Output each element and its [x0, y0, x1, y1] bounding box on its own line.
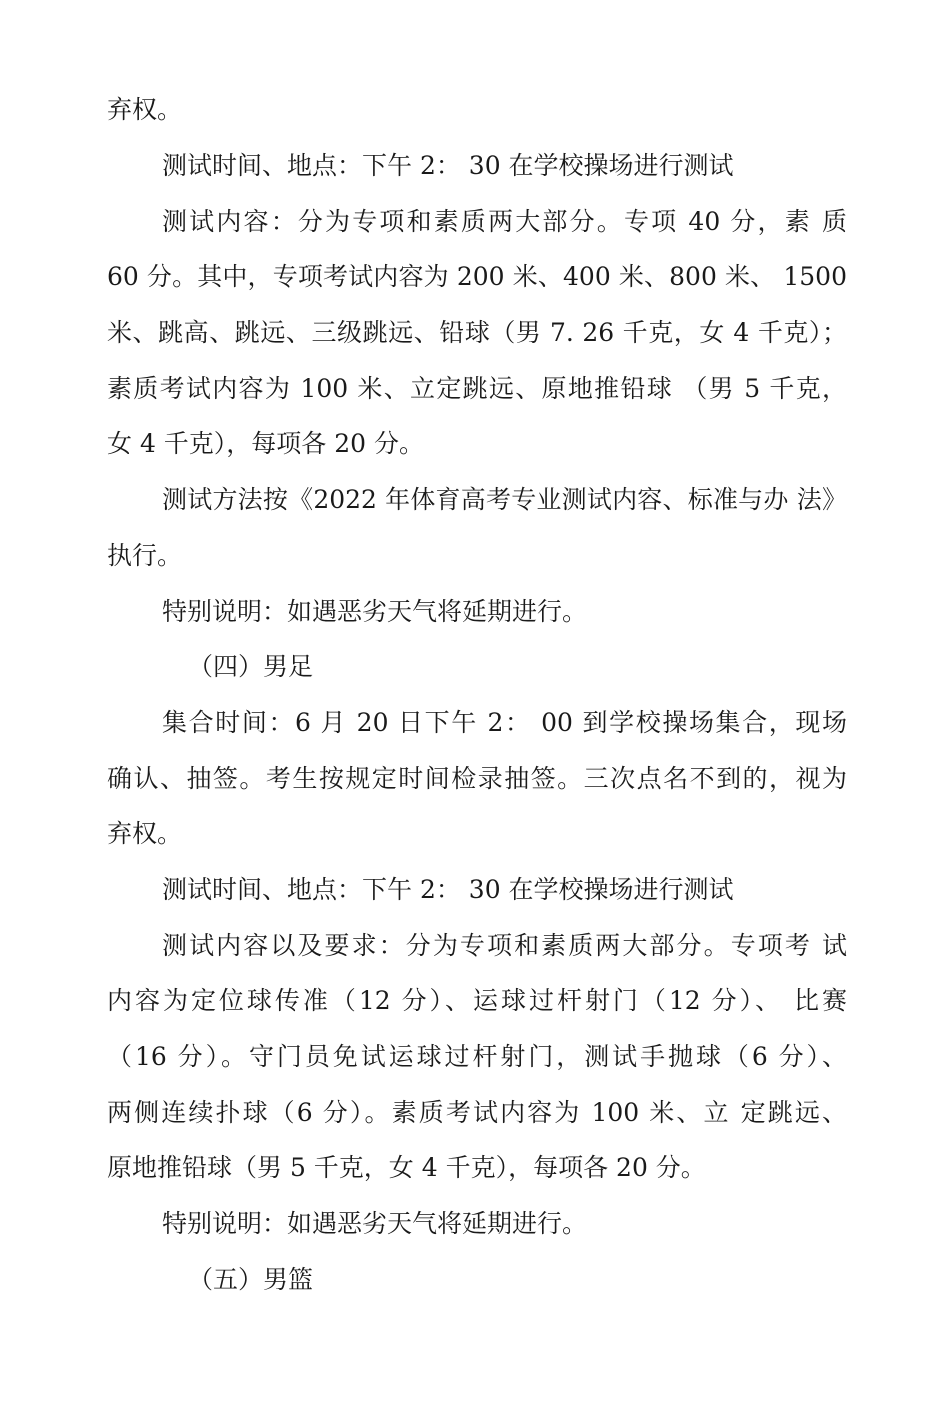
text-line: 弃权。	[107, 95, 183, 124]
text-line: 特别说明：如遇恶劣天气将延期进行。	[162, 1209, 588, 1238]
text-line: 测试时间、地点：下午 2： 30 在学校操场进行测试	[162, 875, 734, 904]
text-line: 原地推铅球（男 5 千克，女 4 千克），每项各 20 分。	[107, 1153, 706, 1182]
text-line: 女 4 千克），每项各 20 分。	[107, 429, 425, 458]
text-line: 弃权。	[107, 819, 183, 848]
text-line: 确认、抽签。考生按规定时间检录抽签。三次点名不到的，视为	[107, 764, 847, 793]
text-line: 素质考试内容为 100 米、立定跳远、原地推铅球 （男 5 千克，	[107, 374, 847, 403]
text-line: 执行。	[107, 541, 183, 570]
text-line: （16 分）。守门员免试运球过杆射门，测试手抛球（6 分）、	[107, 1042, 847, 1071]
section-heading: （五）男篮	[188, 1265, 314, 1294]
text-line: 测试方法按《2022 年体育高考专业测试内容、标准与办 法》	[162, 485, 847, 514]
text-line: 测试内容：分为专项和素质两大部分。专项 40 分，素 质	[162, 207, 847, 236]
text-line: 特别说明：如遇恶劣天气将延期进行。	[162, 597, 588, 626]
text-line: 测试内容以及要求：分为专项和素质两大部分。专项考 试	[162, 931, 847, 960]
text-line: 米、跳高、跳远、三级跳远、铅球（男 7. 26 千克，女 4 千克）；	[107, 318, 847, 347]
text-line: 两侧连续扑球（6 分）。素质考试内容为 100 米、立 定跳远、	[107, 1098, 847, 1127]
text-line: 内容为定位球传准（12 分）、运球过杆射门（12 分）、 比赛	[107, 986, 847, 1015]
text-line: 集合时间：6 月 20 日下午 2： 00 到学校操场集合，现场	[162, 708, 847, 737]
section-heading: （四）男足	[188, 652, 314, 681]
text-line: 60 分。其中，专项考试内容为 200 米、400 米、800 米、 1500	[107, 262, 847, 291]
text-line: 测试时间、地点：下午 2： 30 在学校操场进行测试	[162, 151, 734, 180]
